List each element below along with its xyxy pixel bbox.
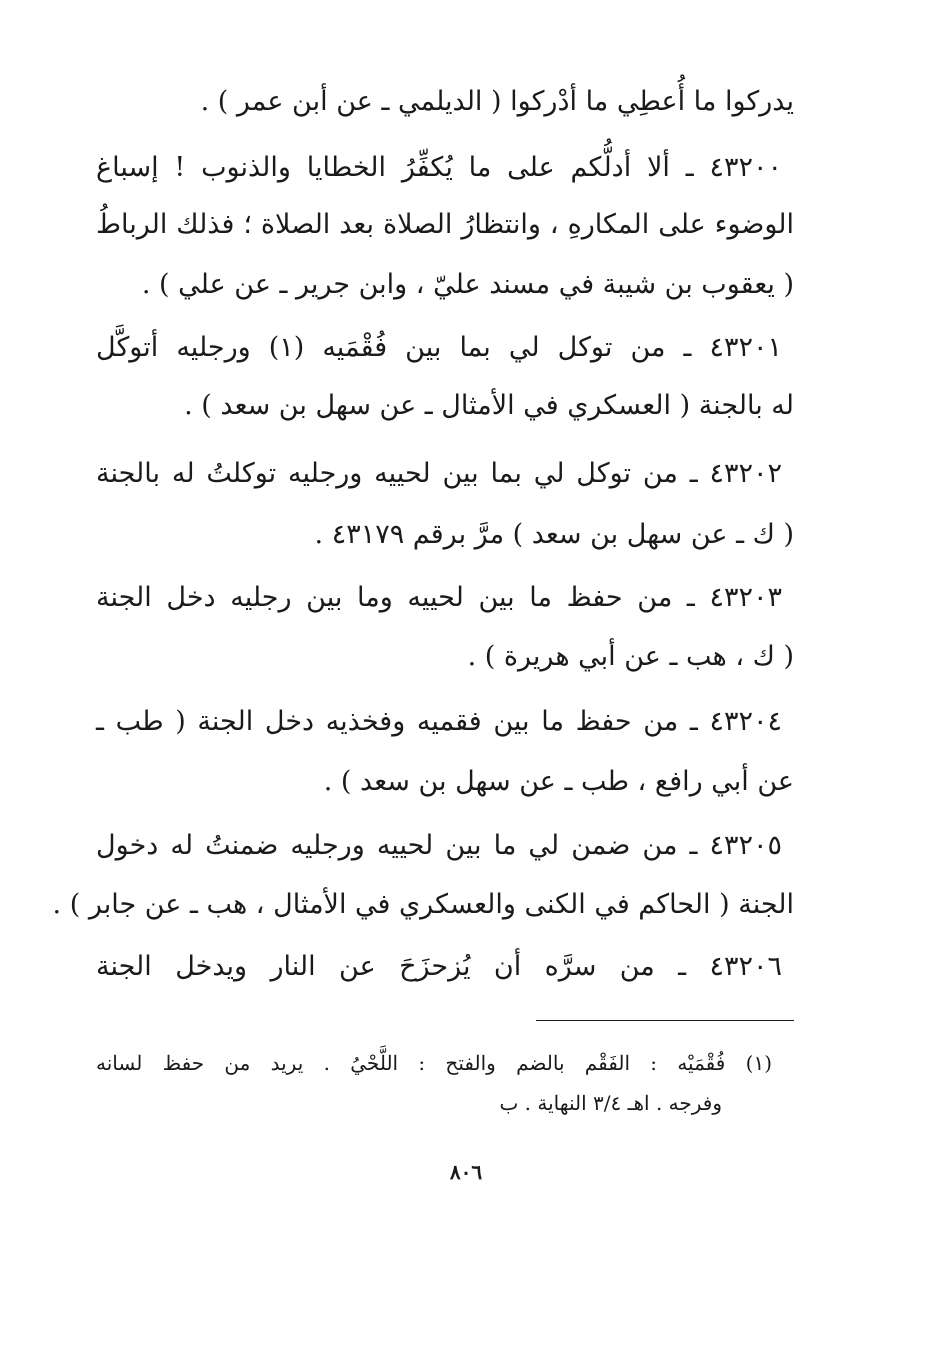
body-line-10: ( ك ، هب ـ عن أبي هريرة ) . xyxy=(467,641,794,672)
body-line-8: ( ك ـ عن سهل بن سعد ) مرَّ برقم ٤٣١٧٩ . xyxy=(314,519,794,550)
body-line-6: له بالجنة ( العسكري في الأمثال ـ عن سهل بن سعد ) . xyxy=(184,390,794,421)
page-number: ٨٠٦ xyxy=(449,1160,483,1184)
body-line-4: ( يعقوب بن شيبة في مسند عليّ ، وابن جرير ـ عن علي ) . xyxy=(141,269,794,300)
body-line-14: الجنة ( الحاكم في الكنى والعسكري في الأمثال ، هب ـ عن جابر ) . xyxy=(52,889,794,920)
body-line-7: ٤٣٢٠٢ ـ من توكل لي بما بين لحييه ورجليه توكلتُ له بالجنة xyxy=(96,458,782,489)
body-line-5: ٤٣٢٠١ ـ من توكل لي بما بين فُقْمَيه (١) ورجليه أتوكَّل xyxy=(96,332,782,363)
footnote-separator xyxy=(536,1020,794,1021)
footnote-line-2: وفرجه . اهـ ٣/٤ النهاية . ب xyxy=(499,1091,722,1115)
body-line-12: عن أبي رافع ، طب ـ عن سهل بن سعد ) . xyxy=(323,766,794,797)
body-line-15: ٤٣٢٠٦ ـ من سرَّه أن يُزحزَحَ عن النار ويدخل الجنة xyxy=(96,951,782,982)
footnote-line-1: (١) فُقْمَيْه : الفَقْم بالضم والفتح : اللَّحْيُ . يريد من حفظ لسانه xyxy=(96,1051,772,1075)
body-line-11: ٤٣٢٠٤ ـ من حفظ ما بين فقميه وفخذيه دخل الجنة ( طب ـ xyxy=(96,706,782,737)
body-line-1: يدركوا ما أُعطِي ما أدْركوا ( الديلمي ـ عن أبن عمر ) . xyxy=(200,86,794,117)
body-line-3: الوضوء على المكارهِ ، وانتظارُ الصلاة بعد الصلاة ؛ فذلك الرباطُ xyxy=(96,209,794,240)
body-line-9: ٤٣٢٠٣ ـ من حفظ ما بين لحييه وما بين رجليه دخل الجنة xyxy=(96,582,782,613)
body-line-13: ٤٣٢٠٥ ـ من ضمن لي ما بين لحييه ورجليه ضمنتُ له دخول xyxy=(96,830,782,861)
body-line-2: ٤٣٢٠٠ ـ ألا أدلُّكم على ما يُكفِّرُ الخطايا والذنوب ! إسباغ xyxy=(96,152,782,183)
